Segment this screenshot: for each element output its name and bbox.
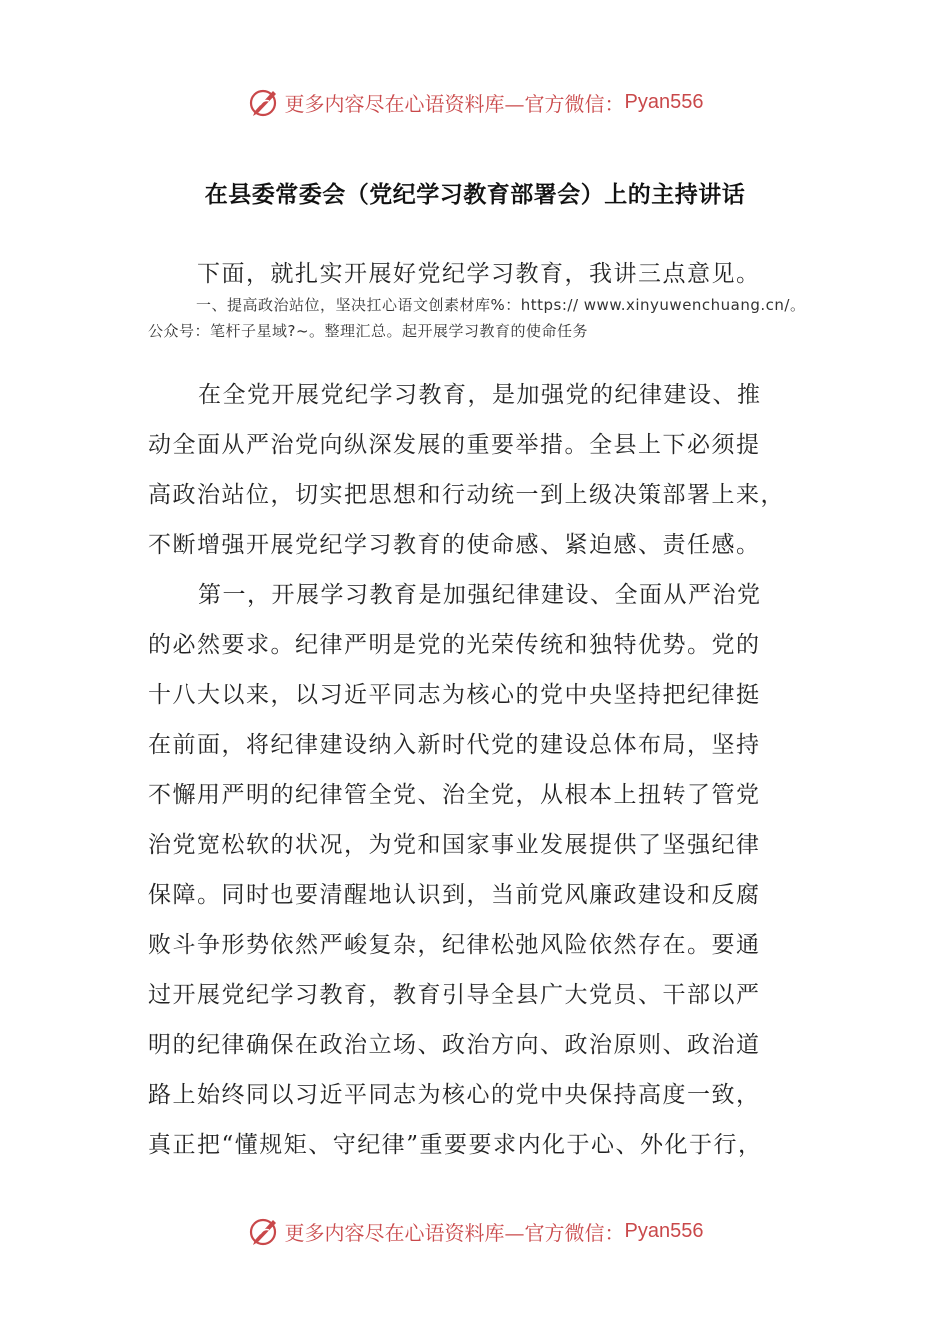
section-heading: 一、提高政治站位，坚决扛心语文创素材库%：https:// www.xinyuwenchuang.cn/。公众号：笔杆子星域?~。整理汇总。起开展学习教育的使命任务: [148, 296, 806, 340]
banner-slogan: 更多内容尽在心语资料库—官方微信：: [284, 91, 625, 116]
paragraph-line: 败斗争形势依然严峻复杂，纪律松弛风险依然存在。要通: [148, 932, 761, 958]
paragraph-line: 治党宽松软的状况，为党和国家事业发展提供了坚强纪律: [148, 832, 761, 858]
intro-paragraph: 下面，就扎实开展好党纪学习教育，我讲三点意见。: [197, 261, 761, 287]
pen-logo-icon: [247, 1214, 281, 1248]
banner-account: Pyan556: [624, 1219, 704, 1242]
paragraph-1: [148, 370, 808, 570]
paragraph-line: 第一，开展学习教育是加强纪律建设、全面从严治党: [198, 582, 762, 608]
banner-account: Pyan556: [624, 90, 704, 113]
paragraph-line: 的必然要求。纪律严明是党的光荣传统和独特优势。党的: [148, 632, 761, 658]
paragraph-2: [148, 570, 808, 1170]
paragraph-line: 明的纪律确保在政治立场、政治方向、政治原则、政治道: [148, 1032, 761, 1058]
pen-logo-icon: [247, 85, 281, 119]
paragraph-line: 路上始终同以习近平同志为核心的党中央保持高度一致，: [148, 1082, 761, 1108]
paragraph-line: 真正把“懂规矩、守纪律”重要要求内化于心、外化于行，: [148, 1132, 763, 1158]
paragraph-line: 在前面，将纪律建设纳入新时代党的建设总体布局，坚持: [148, 732, 761, 758]
paragraph-line: 不断增强开展党纪学习教育的使命感、紧迫感、责任感。: [148, 532, 761, 558]
banner-slogan: 更多内容尽在心语资料库—官方微信：: [284, 1220, 625, 1245]
paragraph-line: 过开展党纪学习教育，教育引导全县广大党员、干部以严: [148, 982, 761, 1008]
paragraph-line: 不懈用严明的纪律管全党、治全党，从根本上扭转了管党: [148, 782, 761, 808]
header-banner: [0, 82, 950, 122]
footer-banner: [0, 1211, 950, 1251]
paragraph-line: 动全面从严治党向纵深发展的重要举措。全县上下必须提: [148, 432, 761, 458]
paragraph-line: 在全党开展党纪学习教育，是加强党的纪律建设、推: [198, 382, 762, 408]
document-title: 在县委常委会（党纪学习教育部署会）上的主持讲话: [204, 182, 746, 208]
paragraph-line: 高政治站位，切实把思想和行动统一到上级决策部署上来，: [148, 482, 785, 508]
paragraph-line: 十八大以来，以习近平同志为核心的党中央坚持把纪律挺: [148, 682, 761, 708]
paragraph-line: 保障。同时也要清醒地认识到，当前党风廉政建设和反腐: [148, 882, 761, 908]
